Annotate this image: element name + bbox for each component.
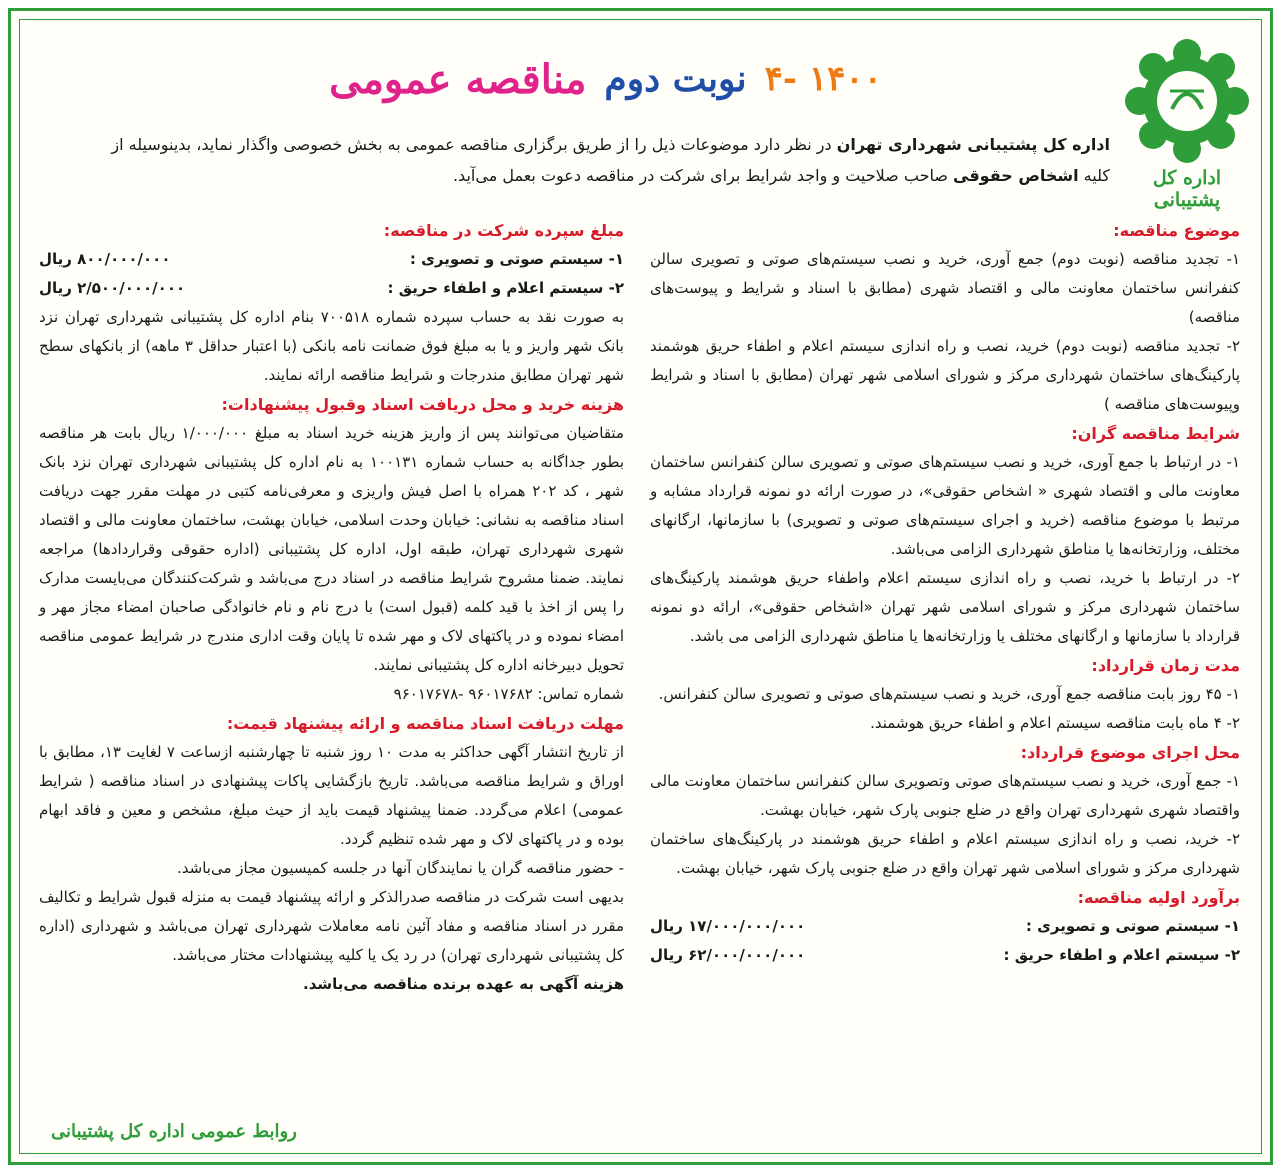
deposit-heading: مبلغ سپرده شرکت در مناقصه: <box>383 221 624 240</box>
conditions-heading: شرایط مناقصه گران: <box>1071 424 1240 443</box>
logo-caption: اداره کل پشتیبانی <box>1152 167 1222 211</box>
location-item-1: ۱- جمع آوری، خرید و نصب سیستم‌های صوتی وتصویری سالن کنفرانس ساختمان معاونت مالی واقتصاد شهری شهرداری تهران واقع در ضلع جنوبی پارک شهر، خیابان بهشت. <box>650 772 1240 819</box>
estimate-heading: برآورد اولیه مناقصه: <box>1077 888 1240 907</box>
intro-text-1: در نظر دارد موضوعات ذیل را از طریق برگزاری مناقصه عمومی به بخش خصوصی واگذار نماید، بدینوسیله از کلیه <box>111 135 1110 185</box>
deposit-2-label: ۲- سیستم اعلام و اطفاء حریق : <box>387 279 624 297</box>
obvious-text: بدیهی است شرکت در مناقصه صدرالذکر و ارائه پیشنهاد قیمت به منزله قبول شرایط و تکالیف مقرر در اسناد مناقصه و مفاد آئین نامه معاملات شهرداری تهران می‌باشد و شهرداری (اداره کل پشتیبانی شهرداری تهران) در رد یک یا کلیه پیشنهادات مختار می‌باشد. <box>39 888 624 964</box>
estimate-2-label: ۲- سیستم اعلام و اطفاء حریق : <box>1003 946 1240 964</box>
deposit-row-1 <box>39 245 624 274</box>
deposit-1-value: ۸۰۰/۰۰۰/۰۰۰ ریال <box>39 250 171 268</box>
deposit-text: به صورت نقد به حساب سپرده شماره ۷۰۰۵۱۸ بنام اداره کل پشتیبانی شهرداری تهران نزد بانک شهر واریز و یا به مبلغ فوق ضمانت نامه بانکی (با اعتبار حداقل ۳ ماهه) از بانکهای سطح شهر تهران مطابق مندرجات و شرایط مناقصه ارائه نمایند. <box>39 308 624 384</box>
subject-heading: موضوع مناقصه: <box>1113 221 1240 240</box>
intro-bold: اشخاص حقوقی <box>953 166 1079 185</box>
ad-frame <box>8 8 1273 1165</box>
deadline-text: از تاریخ انتشار آگهی حداکثر به مدت ۱۰ روز شنبه تا چهارشنبه ازساعت ۷ لغایت ۱۳، مطابق با اوراق و شرایط مناقصه می‌باشد. تاریخ بازگشایی پاکات پیشنهادی در اسناد مناقصه ( شرایط عمومی) اعلام می‌گردد. ضمنا پیشنهاد قیمت باید از حیث مبلغ، مشخص و معین و فاقد ابهام بوده و در پاکتهای لاک و مهر شده تنظیم گردد. <box>39 743 624 848</box>
cost-text: هزینه آگهی به عهده برنده مناقصه می‌باشد. <box>303 975 624 993</box>
docs-heading: هزینه خرید و محل دریافت اسناد وقبول پیشنهادات: <box>221 395 624 414</box>
estimate-2-value: ۶۲/۰۰۰/۰۰۰/۰۰۰ ریال <box>650 946 806 964</box>
contact-text: شماره تماس: ۹۶۰۱۷۶۸۲ -۹۶۰۱۷۶۷۸ <box>393 685 624 703</box>
title-main: مناقصه عمومی <box>329 55 587 103</box>
deposit-1-label: ۱- سیستم صوتی و تصویری : <box>409 250 624 268</box>
estimate-row-2 <box>650 941 1240 970</box>
footer-public-relations: روابط عمومی اداره کل پشتیبانی <box>51 1121 297 1142</box>
subject-item-1: ۱- تجدید مناقصه (نوبت دوم) جمع آوری، خرید و نصب سیستم‌های صوتی و تصویری سالن کنفرانس ساختمان معاونت مالی و اقتصاد شهری (مطابق با اسناد و شرایط و پیوست‌های مناقصه) <box>650 250 1240 326</box>
deadline-heading: مهلت دریافت اسناد مناقصه و ارائه پیشنهاد قیمت: <box>226 714 624 733</box>
ad-title <box>241 49 970 109</box>
intro-org: اداره کل پشتیبانی شهرداری تهران <box>836 135 1110 154</box>
conditions-item-1: ۱- در ارتباط با جمع آوری، خرید و نصب سیستم‌های صوتی و تصویری سالن کنفرانس ساختمان معاونت مالی و اقتصاد شهری « اشخاص حقوقی»، در صورت ارائه دو نمونه قرارداد مشابه و مرتبط با موضوع مناقصه (خرید و اجرای سیستم‌های صوتی و تصویری) با سازمانها، ارگانهای مختلف، وزارتخانه‌ها یا مناطق شهرداری الزامی می‌باشد. <box>650 453 1240 558</box>
estimate-1-value: ۱۷/۰۰۰/۰۰۰/۰۰۰ ریال <box>650 917 806 935</box>
logo-emblem-icon <box>1122 39 1252 164</box>
municipality-logo <box>1122 39 1252 209</box>
title-number: ۴- ۱۴۰۰ <box>764 59 882 99</box>
duration-item-1: ۱- ۴۵ روز بابت مناقصه جمع آوری، خرید و نصب سیستم‌های صوتی و تصویری سالن کنفرانس. <box>658 685 1240 703</box>
location-item-2: ۲- خرید، نصب و راه اندازی سیستم اعلام و اطفاء حریق هوشمند در پارکینگ‌های ساختمان شهرداری مرکز و شورای اسلامی شهر تهران واقع در ضلع جنوبی پارک شهر، خیابان بهشت. <box>650 830 1240 877</box>
conditions-item-2: ۲- در ارتباط با خرید، نصب و راه اندازی سیستم اعلام واطفاء حریق هوشمند پارکینگ‌های ساختمان شهرداری مرکز و شورای اسلامی شهر تهران «اشخاص حقوقی»، ارائه دو نمونه قرارداد با سازمانها و ارگانهای مختلف یا وزارتخانه‌ها یا مناطق شهرداری الزامی می باشد. <box>650 569 1240 645</box>
left-column <box>39 216 624 999</box>
duration-item-2: ۲- ۴ ماه بابت مناقصه سیستم اعلام و اطفاء حریق هوشمند. <box>870 714 1240 732</box>
title-round: نوبت دوم <box>604 58 747 100</box>
duration-heading: مدت زمان قرارداد: <box>1091 656 1240 675</box>
intro-text-2: صاحب صلاحیت و واجد شرایط برای شرکت در مناقصه دعوت بعمل می‌آید. <box>452 166 953 185</box>
deposit-row-2 <box>39 274 624 303</box>
estimate-row-1 <box>650 912 1240 941</box>
right-column <box>650 216 1240 970</box>
intro-paragraph <box>91 129 1110 191</box>
estimate-1-label: ۱- سیستم صوتی و تصویری : <box>1025 917 1240 935</box>
docs-text: متقاضیان می‌توانند پس از واریز هزینه خرید اسناد به مبلغ ۱/۰۰۰/۰۰۰ ریال بابت هر مناقصه بطور جداگانه به حساب شماره ۱۰۰۱۳۱ به نام اداره کل پشتیبانی شهرداری تهران نزد بانک شهر ، کد ۲۰۲ همراه با اصل فیش واریزی و معرفی‌نامه کتبی در مهلت مقرر جهت دریافت اسناد مناقصه به نشانی: خیابان وحدت اسلامی، خیابان بهشت، ساختمان معاونت مالی و اقتصاد شهری شهرداری تهران، طبقه اول، اداره کل پشتیبانی (اداره حقوقی وقراردادها) مراجعه نمایند. ضمنا مشروح شرایط مناقصه در اسناد درج می‌باشد و شرکت‌کنندگان می‌بایست مدارک را پس از اخذ با قید کلمه (قبول است) با درج نام و نام خانوادگی صاحبان امضاء مجاز مهر و امضاء نموده و در پاکتهای لاک و مهر شده تا پایان وقت اداری مندرج در شرایط عمومی مناقصه تحویل دبیرخانه اداره کل پشتیبانی نمایند. <box>39 424 625 674</box>
location-heading: محل اجرای موضوع قرارداد: <box>1020 743 1240 762</box>
subject-item-2: ۲- تجدید مناقصه (نوبت دوم) خرید، نصب و راه اندازی سیستم اعلام و اطفاء حریق هوشمند پارکینگ‌های ساختمان شهرداری مرکز و شورای اسلامی شهر تهران (مطابق با اسناد و شرایط وپیوست‌های مناقصه ) <box>650 337 1240 413</box>
presence-text: - حضور مناقصه گران یا نمایندگان آنها در جلسه کمیسیون مجاز می‌باشد. <box>177 859 624 877</box>
deposit-2-value: ۲/۵۰۰/۰۰۰/۰۰۰ ریال <box>39 279 186 297</box>
